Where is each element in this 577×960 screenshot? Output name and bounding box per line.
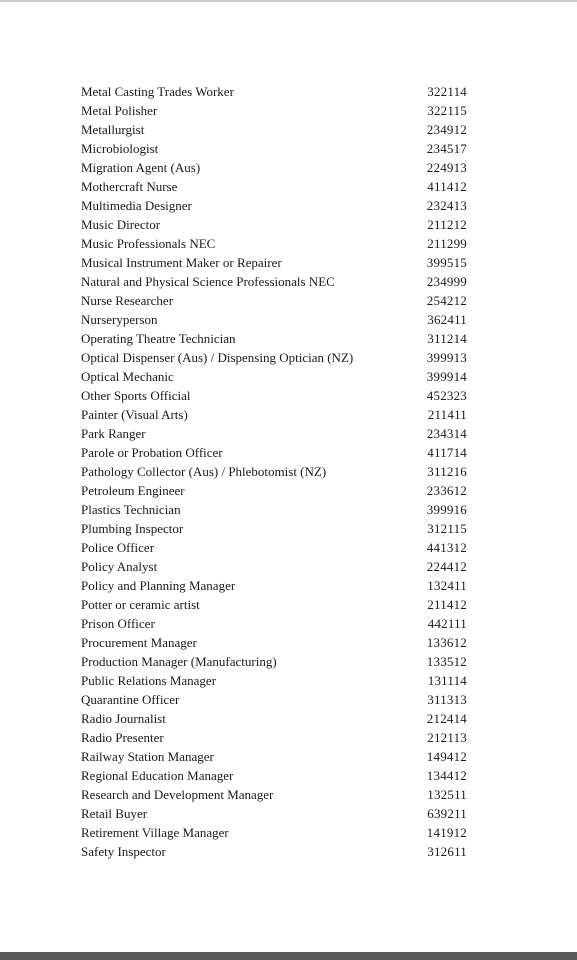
occupation-row [81,462,467,481]
occupation-row [81,329,467,348]
occupation-code: 133512 [426,654,467,669]
occupation-row [81,310,467,329]
occupation-code: 141912 [426,825,467,840]
occupation-row [81,633,467,652]
occupation-code: 232413 [426,198,467,213]
occupation-row [81,747,467,766]
occupation-code: 411714 [427,445,467,460]
occupation-code: 441312 [426,540,467,555]
occupation-code: 322115 [427,103,467,118]
occupation-row [81,500,467,519]
occupation-row [81,538,467,557]
occupation-name: Policy and Planning Manager [81,578,236,593]
occupation-code: 639211 [427,806,467,821]
top-border [0,0,577,2]
occupation-row [81,139,467,158]
occupation-row [81,120,467,139]
occupation-row [81,481,467,500]
occupation-name: Plumbing Inspector [81,521,184,536]
occupation-row [81,348,467,367]
occupation-code: 234912 [426,122,467,137]
occupation-name: Potter or ceramic artist [81,597,200,612]
occupation-name: Parole or Probation Officer [81,445,223,460]
occupation-row [81,196,467,215]
occupation-name: Retail Buyer [81,806,148,821]
occupation-row [81,709,467,728]
occupation-code: 442111 [427,616,467,631]
occupation-code: 132411 [427,578,467,593]
occupation-name: Natural and Physical Science Professionals NEC [81,274,335,289]
occupation-name: Retirement Village Manager [81,825,229,840]
occupation-row [81,367,467,386]
occupation-row [81,291,467,310]
occupation-row [81,101,467,120]
occupation-row [81,519,467,538]
occupation-name: Optical Mechanic [81,369,174,384]
occupation-name: Metal Polisher [81,103,158,118]
viewer-scrollbar-track[interactable] [0,952,577,960]
occupation-code: 211412 [427,597,467,612]
occupation-row [81,82,467,101]
occupation-row [81,424,467,443]
occupation-code: 312115 [427,521,467,536]
occupation-name: Music Director [81,217,161,232]
occupation-row [81,614,467,633]
occupation-row [81,652,467,671]
occupation-name: Police Officer [81,540,155,555]
occupation-name: Railway Station Manager [81,749,214,764]
occupation-code: 132511 [427,787,467,802]
occupation-row [81,253,467,272]
occupation-code: 211212 [427,217,467,232]
occupation-row [81,576,467,595]
occupation-name: Radio Presenter [81,730,164,745]
occupation-code: 362411 [427,312,467,327]
occupation-name: Regional Education Manager [81,768,234,783]
occupation-name: Pathology Collector (Aus) / Phlebotomist (NZ) [81,464,327,479]
occupation-code: 399914 [426,369,467,384]
occupation-name: Research and Development Manager [81,787,274,802]
occupation-code: 149412 [426,749,467,764]
occupation-code: 234314 [426,426,467,441]
occupation-name: Plastics Technician [81,502,181,517]
occupation-row [81,557,467,576]
occupation-code: 211299 [427,236,467,251]
occupation-code: 133612 [426,635,467,650]
occupation-name: Park Ranger [81,426,146,441]
occupation-name: Operating Theatre Technician [81,331,236,346]
occupation-name: Public Relations Manager [81,673,217,688]
occupation-code: 311216 [427,464,467,479]
occupation-code: 399913 [426,350,467,365]
occupation-name: Production Manager (Manufacturing) [81,654,277,669]
occupation-code: 211411 [427,407,467,422]
occupation-row [81,804,467,823]
occupation-row [81,272,467,291]
occupation-name: Nurseryperson [81,312,158,327]
occupation-code: 234517 [426,141,467,156]
occupation-code: 311313 [427,692,467,707]
occupation-code: 399515 [426,255,467,270]
occupation-name: Mothercraft Nurse [81,179,178,194]
occupation-code: 212113 [427,730,467,745]
occupation-list [81,82,467,861]
occupation-name: Musical Instrument Maker or Repairer [81,255,282,270]
occupation-code: 452323 [426,388,467,403]
occupation-name: Nurse Researcher [81,293,174,308]
occupation-name: Microbiologist [81,141,159,156]
occupation-code: 212414 [426,711,467,726]
occupation-row [81,766,467,785]
occupation-code: 224412 [426,559,467,574]
occupation-code: 411412 [427,179,467,194]
occupation-row [81,671,467,690]
occupation-row [81,405,467,424]
occupation-row [81,158,467,177]
occupation-row [81,595,467,614]
occupation-name: Painter (Visual Arts) [81,407,188,422]
occupation-name: Migration Agent (Aus) [81,160,201,175]
occupation-row [81,842,467,861]
occupation-code: 311214 [427,331,467,346]
occupation-code: 224913 [426,160,467,175]
occupation-row [81,215,467,234]
occupation-name: Optical Dispenser (Aus) / Dispensing Optician (NZ) [81,350,354,365]
occupation-name: Procurement Manager [81,635,197,650]
occupation-name: Metal Casting Trades Worker [81,84,234,99]
occupation-name: Multimedia Designer [81,198,192,213]
occupation-code: 134412 [426,768,467,783]
occupation-row [81,785,467,804]
occupation-name: Prison Officer [81,616,155,631]
occupation-code: 399916 [426,502,467,517]
occupation-row [81,443,467,462]
occupation-name: Policy Analyst [81,559,158,574]
occupation-row [81,823,467,842]
occupation-code: 312611 [427,844,467,859]
occupation-row [81,690,467,709]
occupation-row [81,386,467,405]
occupation-name: Quarantine Officer [81,692,180,707]
occupation-row [81,234,467,253]
occupation-name: Metallurgist [81,122,145,137]
occupation-name: Petroleum Engineer [81,483,185,498]
occupation-name: Safety Inspector [81,844,166,859]
occupation-code: 233612 [426,483,467,498]
occupation-row [81,728,467,747]
occupation-row [81,177,467,196]
occupation-name: Other Sports Official [81,388,191,403]
occupation-code: 131114 [427,673,467,688]
occupation-code: 254212 [426,293,467,308]
occupation-code: 234999 [426,274,467,289]
occupation-name: Music Professionals NEC [81,236,216,251]
occupation-name: Radio Journalist [81,711,166,726]
occupation-code: 322114 [427,84,467,99]
